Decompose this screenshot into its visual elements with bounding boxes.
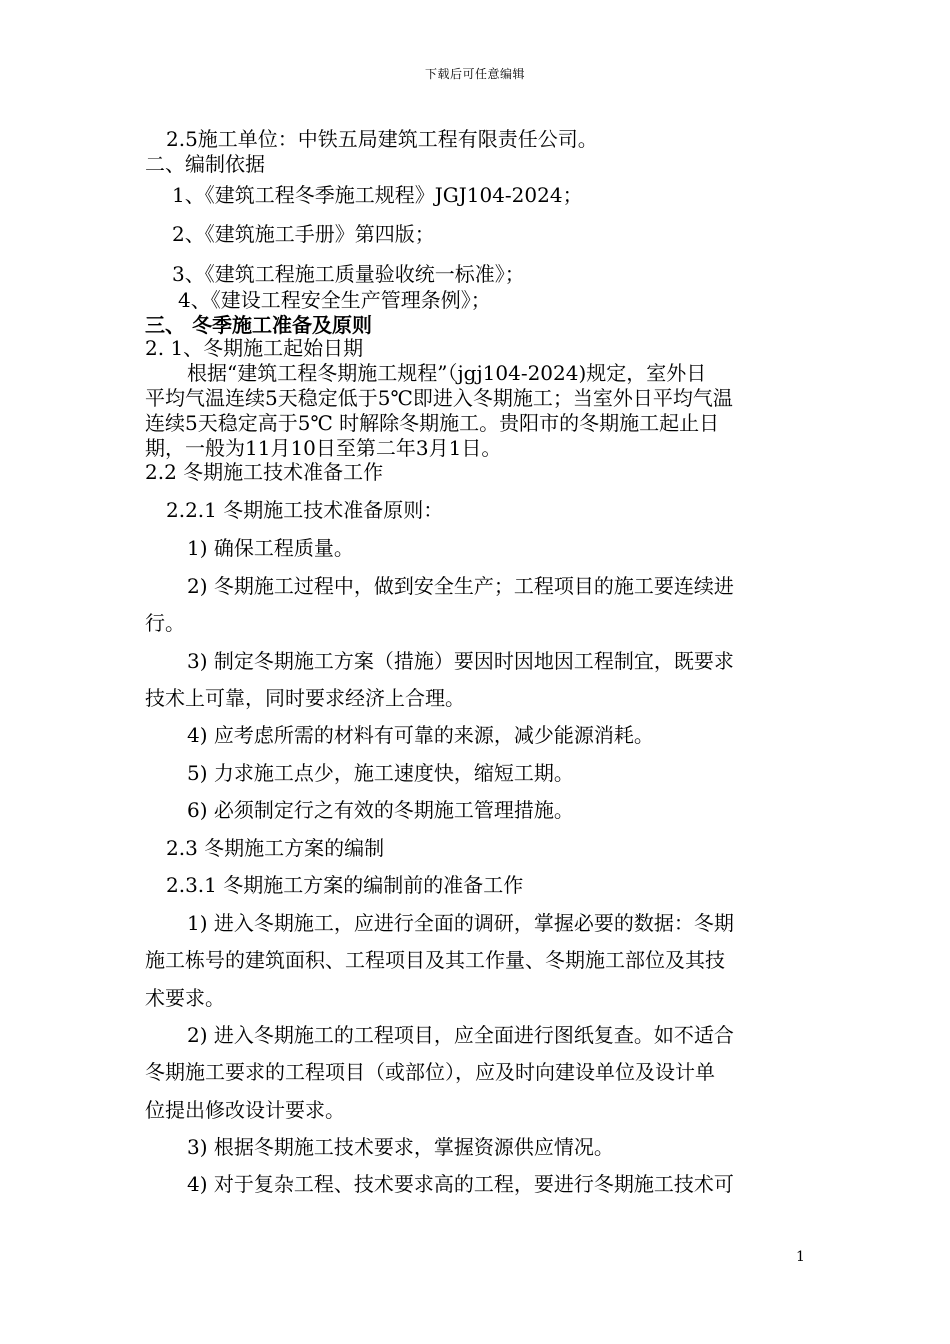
list-item: 4) 对于复杂工程、技术要求高的工程，要进行冬期施工技术可 [187, 1172, 734, 1196]
subheading-technical-preparation: 2.2 冬期施工技术准备工作 [145, 460, 384, 484]
paragraph-line: 期，一般为11月10日至第二年3月1日。 [145, 436, 502, 460]
basis-item-3: 3、《建筑工程施工质量验收统一标准》； [172, 262, 525, 286]
list-item-continuation: 术要求。 [145, 986, 225, 1010]
basis-item-2: 2、《建筑施工手册》第四版； [172, 222, 435, 246]
list-item-continuation: 技术上可靠，同时要求经济上合理。 [145, 686, 465, 710]
line-construction-unit: 2.5施工单位：中铁五局建筑工程有限责任公司。 [166, 127, 598, 151]
list-item: 2) 进入冬期施工的工程项目，应全面进行图纸复查。如不适合 [187, 1023, 734, 1047]
list-item-continuation: 行。 [145, 611, 185, 635]
list-item: 4) 应考虑所需的材料有可靠的来源，减少能源消耗。 [187, 723, 654, 747]
list-item: 6) 必须制定行之有效的冬期施工管理措施。 [187, 798, 574, 822]
paragraph-line: 平均气温连续5天稳定低于5℃即进入冬期施工；当室外日平均气温 [145, 386, 733, 410]
basis-item-1: 1、《建筑工程冬季施工规程》JGJ104-2024； [172, 183, 583, 207]
basis-item-4: 4、《建设工程安全生产管理条例》； [178, 288, 491, 312]
list-item-continuation: 施工栋号的建筑面积、工程项目及其工作量、冬期施工部位及其技 [145, 948, 725, 972]
list-item-continuation: 冬期施工要求的工程项目（或部位），应及时向建设单位及设计单 [145, 1060, 715, 1084]
subheading-pre-compilation-work: 2.3.1 冬期施工方案的编制前的准备工作 [166, 873, 524, 897]
heading-winter-preparation: 三、 冬季施工准备及原则 [145, 313, 372, 337]
page-header: 下载后可任意编辑 [424, 67, 525, 81]
page-number: 1 [796, 1249, 805, 1265]
list-item: 3) 制定冬期施工方案（措施）要因时因地因工程制宜，既要求 [187, 649, 734, 673]
list-item: 1) 确保工程质量。 [187, 536, 354, 560]
subheading-preparation-principles: 2.2.1 冬期施工技术准备原则： [166, 498, 444, 522]
paragraph-line: 根据“建筑工程冬期施工规程”（jgj104-2024)规定，室外日 [187, 361, 707, 385]
list-item: 2) 冬期施工过程中，做到安全生产；工程项目的施工要连续进 [187, 574, 734, 598]
list-item-continuation: 位提出修改设计要求。 [145, 1098, 345, 1122]
paragraph-line: 连续5天稳定高于5℃ 时解除冬期施工。贵阳市的冬期施工起止日 [145, 411, 720, 435]
list-item: 3) 根据冬期施工技术要求，掌握资源供应情况。 [187, 1135, 614, 1159]
list-item: 1) 进入冬期施工，应进行全面的调研，掌握必要的数据：冬期 [187, 911, 734, 935]
subheading-start-date: 2. 1、冬期施工起始日期 [145, 336, 364, 360]
heading-compilation-basis: 二、编制依据 [145, 152, 265, 176]
list-item: 5) 力求施工点少，施工速度快，缩短工期。 [187, 761, 574, 785]
subheading-plan-compilation: 2.3 冬期施工方案的编制 [166, 836, 385, 860]
